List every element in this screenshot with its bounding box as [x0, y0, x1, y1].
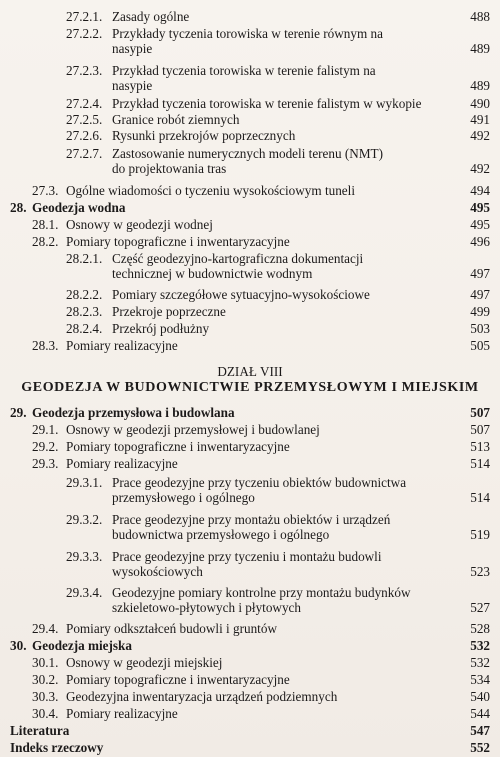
toc-entry-title-continued: szkieletowo-płytowych i płytowych	[112, 600, 301, 615]
toc-entry-number: 28.3.	[32, 338, 59, 353]
toc-entry-page-number: 494	[470, 183, 490, 198]
toc-entry-number: 30.	[10, 638, 27, 653]
toc-entry-number: 29.3.3.	[66, 549, 103, 564]
toc-entry-number: 27.2.4.	[66, 96, 103, 111]
toc-entry-title: Osnowy w geodezji wodnej	[66, 217, 213, 232]
toc-entry-page-number: 499	[470, 304, 490, 319]
toc-entry-title: Geodezyjna inwentaryzacja urządzeń podziemnych	[66, 689, 338, 704]
toc-entry-title: Prace geodezyjne przy tyczeniu obiektów budownictwa	[112, 475, 407, 490]
toc-entry-number: 29.1.	[32, 422, 59, 437]
toc-entry-number: 28.	[10, 200, 27, 215]
toc-entry-title: Granice robót ziemnych	[112, 112, 240, 127]
toc-entry-page-number: 495	[470, 217, 490, 232]
toc-entry-title-continued: budownictwa przemysłowego i ogólnego	[112, 527, 330, 542]
toc-entry-number: 29.3.2.	[66, 512, 103, 527]
toc-entry-page-number: 514	[470, 456, 490, 471]
toc-entry-page-number: 514	[470, 490, 490, 505]
toc-entry-page-number: 527	[470, 600, 490, 615]
toc-entry-title: Przykłady tyczenia torowiska w terenie równym na	[112, 26, 383, 41]
toc-entry-number: 29.2.	[32, 439, 59, 454]
toc-entry-page-number: 532	[470, 655, 490, 670]
toc-entry-page-number: 488	[470, 9, 490, 24]
toc-entry-page-number: 534	[470, 672, 490, 687]
toc-entry-title-continued: technicznej w budownictwie wodnym	[112, 266, 313, 281]
toc-entry-title: Geodezja wodna	[32, 200, 126, 215]
toc-entry-page-number: 503	[470, 321, 490, 336]
toc-entry-number: 27.2.7.	[66, 146, 103, 161]
toc-entry-number: 29.	[10, 405, 27, 420]
toc-entry-page-number: 489	[470, 41, 490, 56]
toc-entry-number: 30.2.	[32, 672, 59, 687]
toc-entry-number: 28.2.1.	[66, 251, 103, 266]
toc-entry-title: Pomiary odkształceń budowli i gruntów	[66, 621, 277, 636]
toc-entry-number: 28.2.2.	[66, 287, 103, 302]
toc-entry-title: Pomiary realizacyjne	[66, 338, 178, 353]
toc-entry-page-number: 490	[470, 96, 490, 111]
toc-entry-page-number: 491	[470, 112, 490, 127]
toc-entry-page-number: 547	[470, 723, 490, 738]
toc-entry-title: Literatura	[10, 723, 70, 738]
toc-entry-title: Przekrój podłużny	[112, 321, 210, 336]
toc-entry-title: Pomiary topograficzne i inwentaryzacyjne	[66, 234, 290, 249]
toc-entry-page-number: 492	[470, 161, 490, 176]
toc-entry-page-number: 495	[470, 200, 490, 215]
toc-entry-number: 27.2.1.	[66, 9, 103, 24]
toc-entry-page-number: 496	[470, 234, 490, 249]
toc-entry-title: Ogólne wiadomości o tyczeniu wysokościowym tuneli	[66, 183, 355, 198]
toc-entry-number: 27.3.	[32, 183, 59, 198]
toc-entry-page-number: 532	[470, 638, 490, 653]
toc-entry-number: 27.2.5.	[66, 112, 103, 127]
toc-entry-title: Osnowy w geodezji miejskiej	[66, 655, 223, 670]
toc-entry-page-number: 540	[470, 689, 490, 704]
toc-entry-number: 28.2.3.	[66, 304, 103, 319]
toc-entry-page-number: 489	[470, 78, 490, 93]
toc-entry-title: Pomiary realizacyjne	[66, 706, 178, 721]
toc-entry-title: Przykład tyczenia torowiska w terenie falistym w wykopie	[112, 96, 422, 111]
toc-entry-number: 28.1.	[32, 217, 59, 232]
toc-entry-title: Pomiary topograficzne i inwentaryzacyjne	[66, 439, 290, 454]
toc-entry-title: Zastosowanie numerycznych modeli terenu (NMT)	[112, 146, 383, 161]
toc-entry-title: Osnowy w geodezji przemysłowej i budowlanej	[66, 422, 320, 437]
toc-entry-title-continued: do projektowania tras	[112, 161, 227, 176]
toc-entry-number: 29.3.1.	[66, 475, 103, 490]
toc-entry-title: Pomiary szczegółowe sytuacyjno-wysokościowe	[112, 287, 370, 302]
toc-entry-title: Część geodezyjno-kartograficzna dokumentacji	[112, 251, 364, 266]
toc-entry-title: Indeks rzeczowy	[10, 740, 104, 755]
toc-entry-title-continued: wysokościowych	[112, 564, 203, 579]
toc-entry-title: Pomiary topograficzne i inwentaryzacyjne	[66, 672, 290, 687]
toc-entry-page-number: 507	[470, 405, 490, 420]
toc-entry-page-number: 519	[470, 527, 490, 542]
toc-entry-page-number: 492	[470, 128, 490, 143]
toc-entry-title-continued: nasypie	[112, 41, 153, 56]
toc-entry-title: Przekroje poprzeczne	[112, 304, 226, 319]
toc-entry-number: 30.4.	[32, 706, 59, 721]
toc-entry-title: Rysunki przekrojów poprzecznych	[112, 128, 296, 143]
toc-entry-number: 27.2.6.	[66, 128, 103, 143]
toc-entry-title: Prace geodezyjne przy montażu obiektów i urządzeń	[112, 512, 391, 527]
toc-entry-title-continued: przemysłowego i ogólnego	[112, 490, 255, 505]
toc-entry-title: Geodezyjne pomiary kontrolne przy montażu budynków	[112, 585, 411, 600]
toc-entry-page-number: 497	[470, 287, 490, 302]
toc-entry-title: Geodezja przemysłowa i budowlana	[32, 405, 235, 420]
toc-entry-page-number: 497	[470, 266, 490, 281]
toc-entry-page-number: 505	[470, 338, 490, 353]
toc-entry-number: 29.3.4.	[66, 585, 103, 600]
toc-entry-title: Prace geodezyjne przy tyczeniu i montażu budowli	[112, 549, 382, 564]
part-title: GEODEZJA W BUDOWNICTWIE PRZEMYSŁOWYM I MIEJSKIM	[21, 380, 479, 395]
toc-entry-page-number: 552	[470, 740, 490, 755]
toc-entry-number: 28.2.	[32, 234, 59, 249]
toc-entry-page-number: 507	[470, 422, 490, 437]
toc-entry-number: 30.1.	[32, 655, 59, 670]
toc-entry-number: 28.2.4.	[66, 321, 103, 336]
toc-entry-title-continued: nasypie	[112, 78, 153, 93]
toc-entry-page-number: 528	[470, 621, 490, 636]
toc-entry-title: Zasady ogólne	[112, 9, 190, 24]
toc-entry-number: 27.2.3.	[66, 63, 103, 78]
toc-entry-number: 30.3.	[32, 689, 59, 704]
toc-entry-page-number: 513	[470, 439, 490, 454]
toc-entry-title: Pomiary realizacyjne	[66, 456, 178, 471]
toc-entry-number: 27.2.2.	[66, 26, 103, 41]
toc-entry-number: 29.4.	[32, 621, 59, 636]
toc-entry-title: Przykład tyczenia torowiska w terenie falistym na	[112, 63, 376, 78]
toc-entry-page-number: 523	[470, 564, 490, 579]
toc-entry-number: 29.3.	[32, 456, 59, 471]
toc-entry-page-number: 544	[470, 706, 490, 721]
part-label: DZIAŁ VIII	[217, 364, 283, 379]
toc-entry-title: Geodezja miejska	[32, 638, 132, 653]
